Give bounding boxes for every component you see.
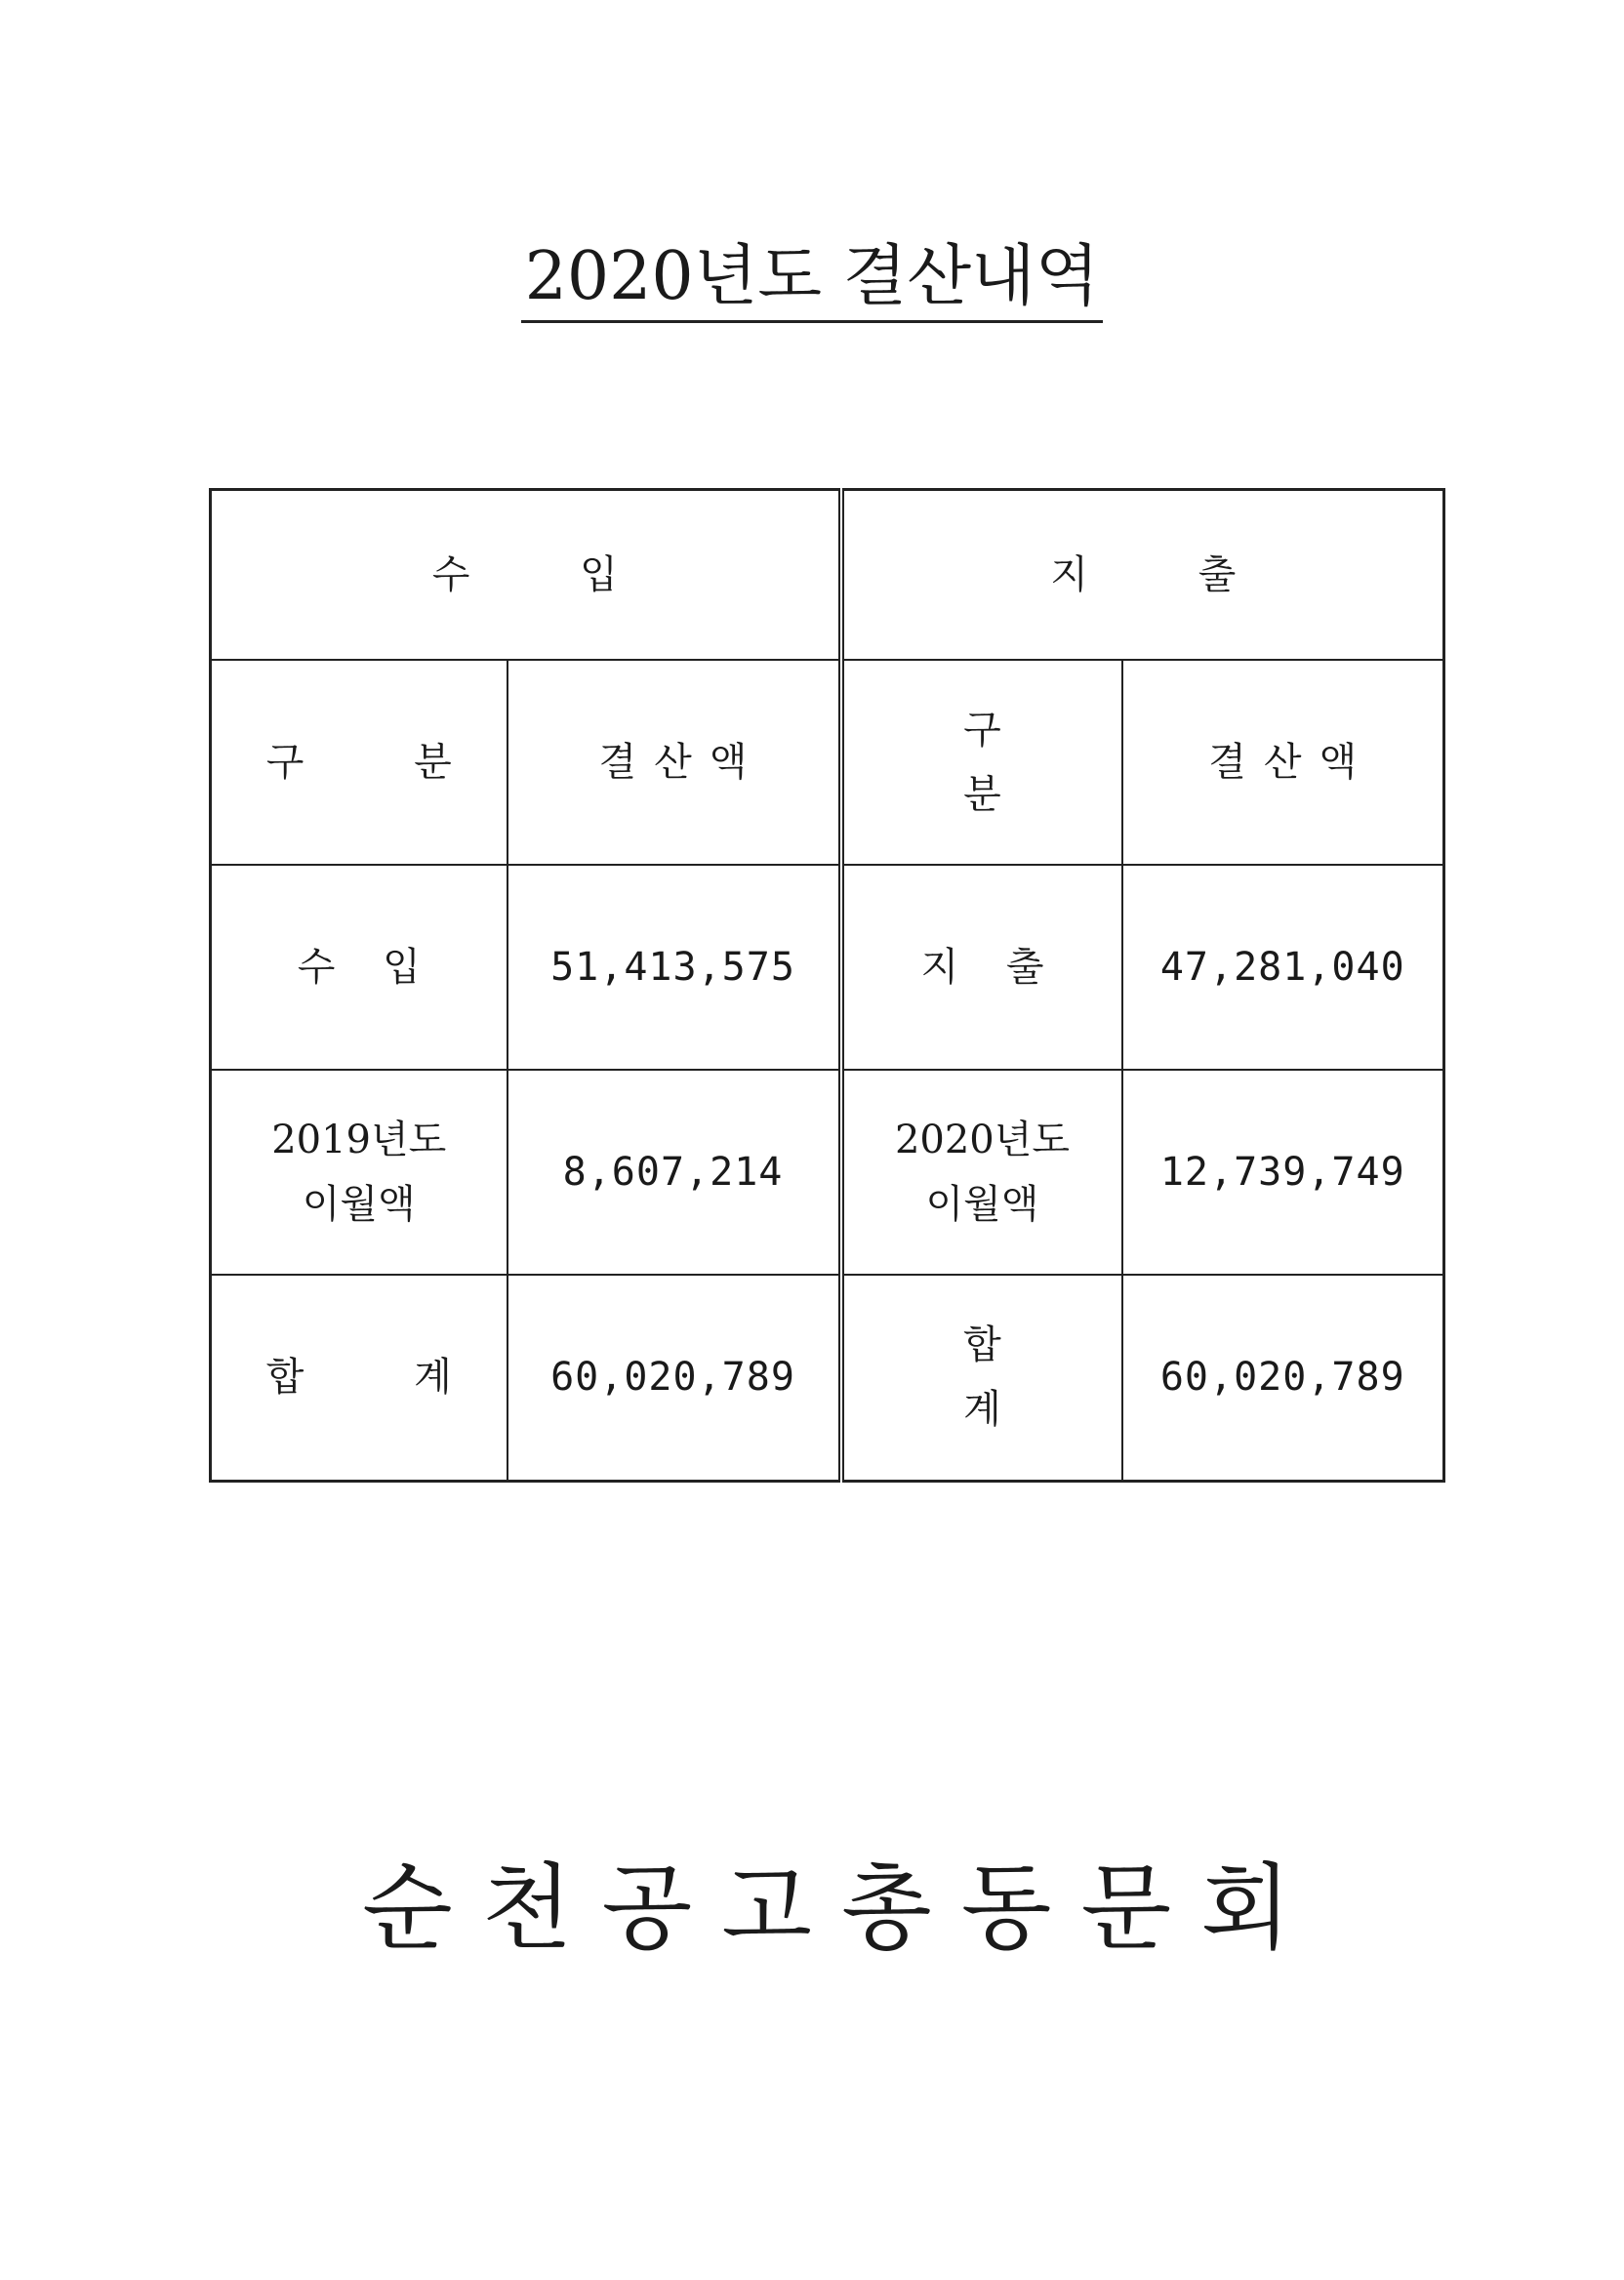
organization-name: 순천공고총동문회 <box>362 1853 1320 1963</box>
income-label: 합 계 <box>211 1275 508 1482</box>
document-title-text: 2020년도 결산내역 <box>521 238 1104 323</box>
document-title <box>0 238 1624 323</box>
income-amount: 8,607,214 <box>508 1070 841 1275</box>
expense-category-header: 구 분 <box>841 660 1122 865</box>
expense-amount: 47,281,040 <box>1122 865 1444 1070</box>
income-header: 수 입 <box>211 490 841 660</box>
expense-label: 합 계 <box>841 1275 1122 1482</box>
table-row <box>211 1275 1444 1482</box>
expense-amount: 60,020,789 <box>1122 1275 1444 1482</box>
expense-label: 지 출 <box>841 865 1122 1070</box>
income-amount: 60,020,789 <box>508 1275 841 1482</box>
section-header-row <box>211 490 1444 660</box>
table-row <box>211 865 1444 1070</box>
income-amount: 51,413,575 <box>508 865 841 1070</box>
table-row <box>211 1070 1444 1275</box>
column-header-row <box>211 660 1444 865</box>
income-category-header: 구 분 <box>211 660 508 865</box>
settlement-table <box>209 488 1445 1483</box>
expense-amount: 12,739,749 <box>1122 1070 1444 1275</box>
expense-header: 지 출 <box>841 490 1444 660</box>
income-amount-header: 결산액 <box>508 660 841 865</box>
expense-amount-header: 결산액 <box>1122 660 1444 865</box>
expense-label: 2020년도 이월액 <box>841 1070 1122 1275</box>
income-label: 2019년도 이월액 <box>211 1070 508 1275</box>
income-label: 수 입 <box>211 865 508 1070</box>
